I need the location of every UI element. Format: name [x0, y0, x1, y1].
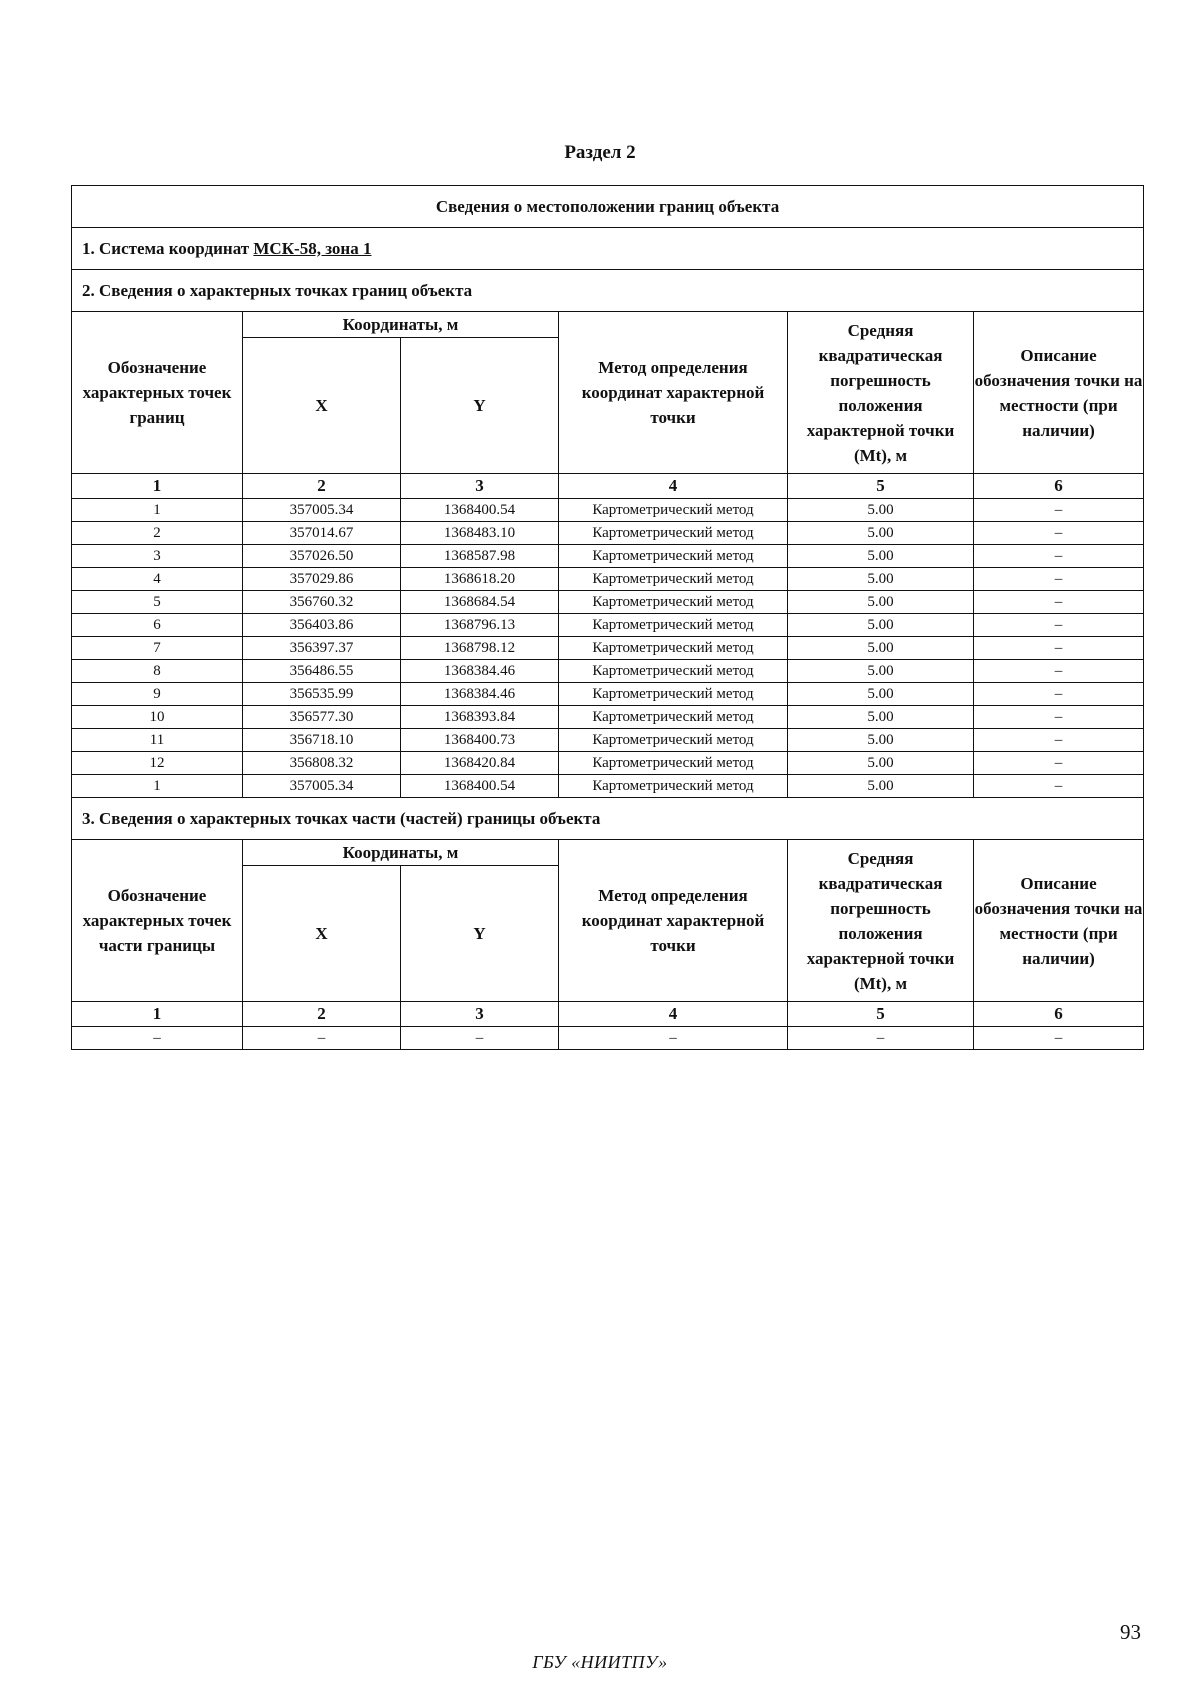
cell-coord-x: 357014.67 — [243, 522, 401, 545]
column-number: 4 — [559, 1002, 788, 1027]
section3-header-row — [72, 840, 1144, 866]
column-number: 1 — [72, 474, 243, 499]
header-method: Метод определения координат характерной точки — [559, 840, 788, 1002]
cell-coord-x: 356577.30 — [243, 706, 401, 729]
cell-coord-x: 356535.99 — [243, 683, 401, 706]
cell-point-id: 6 — [72, 614, 243, 637]
header-coords: Координаты, м — [243, 312, 559, 338]
table-row — [72, 775, 1144, 798]
cell-point-id: 5 — [72, 591, 243, 614]
cell-method: Картометрический метод — [559, 660, 788, 683]
cell-error-value: 5.00 — [788, 637, 974, 660]
table-row — [72, 499, 1144, 522]
cell-point-id: 8 — [72, 660, 243, 683]
cell-description: – — [974, 545, 1144, 568]
footer-organization: ГБУ «НИИТПУ» — [532, 1652, 668, 1672]
cell-coord-y: 1368400.54 — [401, 775, 559, 798]
cell-method: Картометрический метод — [559, 683, 788, 706]
cell-point-id: 1 — [72, 775, 243, 798]
header-error: Средняя квадратическая погрешность положения характерной точки (Mt), м — [788, 312, 974, 474]
coord-system-row — [72, 228, 1144, 270]
column-number: 2 — [243, 474, 401, 499]
cell-coord-x: – — [243, 1027, 401, 1050]
section2-column-numbers — [72, 474, 1144, 499]
cell-coord-x: 357026.50 — [243, 545, 401, 568]
cell-description: – — [974, 499, 1144, 522]
cell-coord-y: 1368384.46 — [401, 660, 559, 683]
table-row — [72, 752, 1144, 775]
cell-method: Картометрический метод — [559, 499, 788, 522]
cell-coord-x: 356760.32 — [243, 591, 401, 614]
column-number: 1 — [72, 1002, 243, 1027]
cell-description: – — [974, 1027, 1144, 1050]
cell-coord-y: 1368420.84 — [401, 752, 559, 775]
table-row — [72, 591, 1144, 614]
header-desc: Описание обозначения точки на местности (при наличии) — [974, 312, 1144, 474]
table-row — [72, 1027, 1144, 1050]
cell-error-value: 5.00 — [788, 729, 974, 752]
cell-coord-y: – — [401, 1027, 559, 1050]
cell-error-value: 5.00 — [788, 522, 974, 545]
cell-point-id: 3 — [72, 545, 243, 568]
cell-point-id: 12 — [72, 752, 243, 775]
cell-coord-x: 357005.34 — [243, 775, 401, 798]
section3-column-numbers — [72, 1002, 1144, 1027]
cell-method: Картометрический метод — [559, 775, 788, 798]
coord-system-label: 1. Система координат — [82, 238, 254, 258]
column-number: 5 — [788, 1002, 974, 1027]
column-number: 4 — [559, 474, 788, 499]
cell-coord-x: 356808.32 — [243, 752, 401, 775]
cell-coord-y: 1368618.20 — [401, 568, 559, 591]
cell-point-id: 9 — [72, 683, 243, 706]
cell-coord-y: 1368587.98 — [401, 545, 559, 568]
cell-point-id: 4 — [72, 568, 243, 591]
coord-system-value: МСК-58, зона 1 — [253, 238, 372, 258]
column-number: 6 — [974, 1002, 1144, 1027]
header-point: Обозначение характерных точек границ — [72, 312, 243, 474]
cell-error-value: 5.00 — [788, 775, 974, 798]
cell-description: – — [974, 591, 1144, 614]
cell-coord-x: 356403.86 — [243, 614, 401, 637]
header-y: Y — [401, 866, 559, 1002]
boundary-info-table — [71, 185, 1144, 1050]
cell-error-value: 5.00 — [788, 614, 974, 637]
column-number: 3 — [401, 474, 559, 499]
cell-point-id: 11 — [72, 729, 243, 752]
cell-error-value: – — [788, 1027, 974, 1050]
page-number: 93 — [1120, 1620, 1141, 1644]
cell-description: – — [974, 775, 1144, 798]
section3-title: 3. Сведения о характерных точках части (частей) границы объекта — [72, 798, 1144, 840]
cell-error-value: 5.00 — [788, 499, 974, 522]
cell-method: Картометрический метод — [559, 729, 788, 752]
cell-point-id: 2 — [72, 522, 243, 545]
section2-title: 2. Сведения о характерных точках границ объекта — [72, 270, 1144, 312]
table-row — [72, 545, 1144, 568]
cell-coord-y: 1368393.84 — [401, 706, 559, 729]
section2-header-row — [72, 312, 1144, 338]
cell-coord-y: 1368483.10 — [401, 522, 559, 545]
header-error: Средняя квадратическая погрешность положения характерной точки (Mt), м — [788, 840, 974, 1002]
header-method: Метод определения координат характерной точки — [559, 312, 788, 474]
cell-error-value: 5.00 — [788, 591, 974, 614]
cell-coord-y: 1368384.46 — [401, 683, 559, 706]
table-row — [72, 522, 1144, 545]
cell-error-value: 5.00 — [788, 545, 974, 568]
header-x: X — [243, 866, 401, 1002]
table-row — [72, 729, 1144, 752]
cell-error-value: 5.00 — [788, 752, 974, 775]
cell-coord-x: 356718.10 — [243, 729, 401, 752]
header-x: X — [243, 338, 401, 474]
table-title: Сведения о местоположении границ объекта — [72, 186, 1144, 228]
cell-method: – — [559, 1027, 788, 1050]
cell-description: – — [974, 522, 1144, 545]
cell-description: – — [974, 729, 1144, 752]
section-heading: Раздел 2 — [564, 142, 636, 163]
table-row — [72, 637, 1144, 660]
cell-coord-x: 357029.86 — [243, 568, 401, 591]
cell-coord-x: 356486.55 — [243, 660, 401, 683]
cell-coord-y: 1368796.13 — [401, 614, 559, 637]
cell-description: – — [974, 683, 1144, 706]
table-row — [72, 683, 1144, 706]
cell-method: Картометрический метод — [559, 522, 788, 545]
header-y: Y — [401, 338, 559, 474]
table-row — [72, 568, 1144, 591]
cell-coord-y: 1368400.73 — [401, 729, 559, 752]
cell-description: – — [974, 706, 1144, 729]
cell-point-id: 7 — [72, 637, 243, 660]
cell-method: Картометрический метод — [559, 637, 788, 660]
cell-point-id: – — [72, 1027, 243, 1050]
cell-coord-x: 356397.37 — [243, 637, 401, 660]
cell-method: Картометрический метод — [559, 568, 788, 591]
cell-error-value: 5.00 — [788, 683, 974, 706]
cell-method: Картометрический метод — [559, 591, 788, 614]
cell-point-id: 1 — [72, 499, 243, 522]
cell-error-value: 5.00 — [788, 568, 974, 591]
table-row — [72, 614, 1144, 637]
header-desc: Описание обозначения точки на местности (при наличии) — [974, 840, 1144, 1002]
cell-coord-y: 1368798.12 — [401, 637, 559, 660]
column-number: 5 — [788, 474, 974, 499]
cell-description: – — [974, 660, 1144, 683]
column-number: 2 — [243, 1002, 401, 1027]
column-number: 3 — [401, 1002, 559, 1027]
cell-description: – — [974, 637, 1144, 660]
table-row — [72, 706, 1144, 729]
table-row — [72, 660, 1144, 683]
header-coords: Координаты, м — [243, 840, 559, 866]
cell-coord-x: 357005.34 — [243, 499, 401, 522]
cell-description: – — [974, 752, 1144, 775]
cell-point-id: 10 — [72, 706, 243, 729]
cell-method: Картометрический метод — [559, 545, 788, 568]
cell-error-value: 5.00 — [788, 706, 974, 729]
cell-method: Картометрический метод — [559, 614, 788, 637]
header-point: Обозначение характерных точек части границы — [72, 840, 243, 1002]
cell-method: Картометрический метод — [559, 706, 788, 729]
cell-method: Картометрический метод — [559, 752, 788, 775]
cell-description: – — [974, 568, 1144, 591]
cell-coord-y: 1368684.54 — [401, 591, 559, 614]
cell-coord-y: 1368400.54 — [401, 499, 559, 522]
cell-description: – — [974, 614, 1144, 637]
column-number: 6 — [974, 474, 1144, 499]
cell-error-value: 5.00 — [788, 660, 974, 683]
